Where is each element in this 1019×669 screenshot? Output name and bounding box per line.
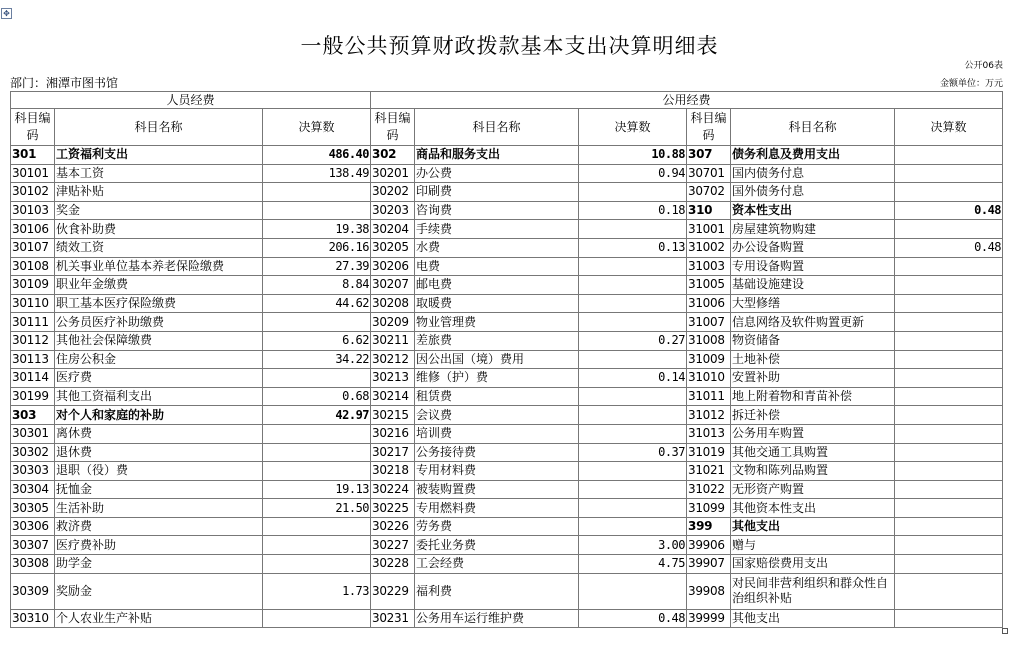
subject-name-cell: 其他资本性支出 [731, 499, 895, 518]
subject-code-cell: 31019 [687, 443, 731, 462]
subject-code-cell: 30113 [11, 350, 55, 369]
subject-code-cell: 30103 [11, 201, 55, 220]
amount-cell [579, 387, 687, 406]
header-amount: 决算数 [263, 109, 371, 146]
amount-cell [895, 499, 1003, 518]
table-row [11, 573, 1003, 609]
subject-code-cell: 30308 [11, 555, 55, 574]
amount-cell: 0.27 [579, 331, 687, 350]
amount-cell [895, 350, 1003, 369]
amount-cell: 21.50 [263, 499, 371, 518]
table-row [11, 424, 1003, 443]
subject-name-cell: 专用设备购置 [731, 257, 895, 276]
subject-code-cell: 303 [11, 406, 55, 425]
amount-cell [263, 201, 371, 220]
subject-name-cell: 被装购置费 [415, 480, 579, 499]
subject-code-cell: 30211 [371, 331, 415, 350]
form-number: 公开06表 [964, 61, 1003, 71]
amount-cell [895, 313, 1003, 332]
table-row [11, 201, 1003, 220]
subject-code-cell: 31006 [687, 294, 731, 313]
column-header-row [11, 109, 1003, 146]
subject-name-cell: 咨询费 [415, 201, 579, 220]
subject-code-cell: 30214 [371, 387, 415, 406]
amount-cell: 0.48 [895, 238, 1003, 257]
table-row [11, 313, 1003, 332]
amount-cell [263, 609, 371, 628]
amount-cell: 19.13 [263, 480, 371, 499]
subject-code-cell: 30303 [11, 462, 55, 481]
subject-code-cell: 30309 [11, 573, 55, 609]
subject-name-cell: 退休费 [55, 443, 263, 462]
subject-code-cell: 31008 [687, 331, 731, 350]
amount-cell [895, 443, 1003, 462]
header-name: 科目名称 [731, 109, 895, 146]
subject-code-cell: 30212 [371, 350, 415, 369]
amount-cell [263, 517, 371, 536]
subject-name-cell: 商品和服务支出 [415, 146, 579, 165]
subject-code-cell: 30110 [11, 294, 55, 313]
subject-code-cell: 31003 [687, 257, 731, 276]
subject-code-cell: 30102 [11, 183, 55, 202]
subject-code-cell: 30702 [687, 183, 731, 202]
table-row [11, 480, 1003, 499]
subject-code-cell: 31002 [687, 238, 731, 257]
subject-code-cell: 30203 [371, 201, 415, 220]
subject-code-cell: 30199 [11, 387, 55, 406]
subject-name-cell: 公务用车运行维护费 [415, 609, 579, 628]
subject-code-cell: 30701 [687, 164, 731, 183]
subject-code-cell: 30111 [11, 313, 55, 332]
subject-name-cell: 维修（护）费 [415, 369, 579, 388]
subject-code-cell: 31010 [687, 369, 731, 388]
subject-name-cell: 印刷费 [415, 183, 579, 202]
subject-name-cell: 其他工资福利支出 [55, 387, 263, 406]
table-row [11, 462, 1003, 481]
amount-cell [579, 462, 687, 481]
subject-name-cell: 其他支出 [731, 609, 895, 628]
amount-cell [895, 480, 1003, 499]
subject-code-cell: 30217 [371, 443, 415, 462]
amount-cell: 0.48 [895, 201, 1003, 220]
subject-name-cell: 差旅费 [415, 331, 579, 350]
table-row [11, 238, 1003, 257]
amount-cell [895, 462, 1003, 481]
subject-name-cell: 绩效工资 [55, 238, 263, 257]
subject-code-cell: 30227 [371, 536, 415, 555]
table-row [11, 276, 1003, 295]
subject-name-cell: 奖金 [55, 201, 263, 220]
subject-code-cell: 399 [687, 517, 731, 536]
subject-name-cell: 培训费 [415, 424, 579, 443]
amount-cell: 206.16 [263, 238, 371, 257]
subject-code-cell: 30302 [11, 443, 55, 462]
subject-code-cell: 31005 [687, 276, 731, 295]
table-row [11, 146, 1003, 165]
subject-name-cell: 职业年金缴费 [55, 276, 263, 295]
subject-code-cell: 30310 [11, 609, 55, 628]
subject-name-cell: 地上附着物和青苗补偿 [731, 387, 895, 406]
amount-cell [263, 313, 371, 332]
subject-code-cell: 302 [371, 146, 415, 165]
amount-cell [263, 369, 371, 388]
amount-cell [895, 164, 1003, 183]
subject-name-cell: 租赁费 [415, 387, 579, 406]
amount-cell: 0.48 [579, 609, 687, 628]
table-row [11, 331, 1003, 350]
subject-name-cell: 大型修缮 [731, 294, 895, 313]
table-row [11, 257, 1003, 276]
amount-cell [895, 220, 1003, 239]
amount-cell: 0.18 [579, 201, 687, 220]
subject-code-cell: 30304 [11, 480, 55, 499]
subject-name-cell: 公务员医疗补助缴费 [55, 313, 263, 332]
subject-code-cell: 31021 [687, 462, 731, 481]
subject-name-cell: 办公费 [415, 164, 579, 183]
subject-name-cell: 对民间非营利组织和群众性自治组织补贴 [731, 573, 895, 609]
subject-name-cell: 机关事业单位基本养老保险缴费 [55, 257, 263, 276]
subject-code-cell: 30218 [371, 462, 415, 481]
amount-cell: 0.68 [263, 387, 371, 406]
subject-name-cell: 工资福利支出 [55, 146, 263, 165]
subject-name-cell: 生活补助 [55, 499, 263, 518]
amount-cell [579, 350, 687, 369]
subject-code-cell: 39999 [687, 609, 731, 628]
amount-cell: 3.00 [579, 536, 687, 555]
expenditure-table [10, 91, 1003, 628]
header-amount: 决算数 [895, 109, 1003, 146]
subject-code-cell: 301 [11, 146, 55, 165]
amount-cell [895, 276, 1003, 295]
subject-name-cell: 邮电费 [415, 276, 579, 295]
amount-cell [895, 294, 1003, 313]
subject-code-cell: 39906 [687, 536, 731, 555]
subject-code-cell: 30208 [371, 294, 415, 313]
subject-name-cell: 安置补助 [731, 369, 895, 388]
group-public: 公用经费 [371, 92, 1003, 109]
amount-cell [579, 517, 687, 536]
amount-cell [263, 183, 371, 202]
table-resize-handle[interactable] [1002, 628, 1008, 634]
amount-cell [263, 555, 371, 574]
amount-cell [579, 294, 687, 313]
table-row [11, 350, 1003, 369]
subject-code-cell: 30307 [11, 536, 55, 555]
table-row [11, 183, 1003, 202]
subject-name-cell: 奖励金 [55, 573, 263, 609]
amount-cell [263, 443, 371, 462]
amount-cell: 19.38 [263, 220, 371, 239]
amount-cell [579, 499, 687, 518]
amount-cell [579, 257, 687, 276]
subject-name-cell: 水费 [415, 238, 579, 257]
subject-name-cell: 房屋建筑物购建 [731, 220, 895, 239]
amount-cell: 0.13 [579, 238, 687, 257]
subject-name-cell: 离休费 [55, 424, 263, 443]
subject-name-cell: 工会经费 [415, 555, 579, 574]
amount-cell [579, 220, 687, 239]
amount-cell [895, 424, 1003, 443]
subject-name-cell: 抚恤金 [55, 480, 263, 499]
subject-code-cell: 30301 [11, 424, 55, 443]
subject-name-cell: 助学金 [55, 555, 263, 574]
subject-code-cell: 31007 [687, 313, 731, 332]
subject-name-cell: 退职（役）费 [55, 462, 263, 481]
amount-cell [895, 517, 1003, 536]
subject-code-cell: 30225 [371, 499, 415, 518]
subject-name-cell: 国家赔偿费用支出 [731, 555, 895, 574]
subject-code-cell: 30101 [11, 164, 55, 183]
subject-name-cell: 医疗费补助 [55, 536, 263, 555]
subject-name-cell: 基础设施建设 [731, 276, 895, 295]
header-code: 科目编码 [687, 109, 731, 146]
amount-cell [579, 406, 687, 425]
group-personnel: 人员经费 [11, 92, 371, 109]
group-header-row [11, 92, 1003, 109]
header-amount: 决算数 [579, 109, 687, 146]
subject-code-cell: 30108 [11, 257, 55, 276]
header-name: 科目名称 [55, 109, 263, 146]
subject-name-cell: 债务利息及费用支出 [731, 146, 895, 165]
amount-cell [895, 369, 1003, 388]
subject-code-cell: 39908 [687, 573, 731, 609]
subject-name-cell: 取暖费 [415, 294, 579, 313]
subject-name-cell: 土地补偿 [731, 350, 895, 369]
amount-cell [895, 406, 1003, 425]
department-label: 部门：湘潭市图书馆 [10, 76, 119, 90]
subject-name-cell: 其他交通工具购置 [731, 443, 895, 462]
amount-cell: 44.62 [263, 294, 371, 313]
amount-cell [895, 387, 1003, 406]
table-row [11, 164, 1003, 183]
subject-code-cell: 31022 [687, 480, 731, 499]
subject-code-cell: 30228 [371, 555, 415, 574]
amount-cell: 6.62 [263, 331, 371, 350]
subject-name-cell: 基本工资 [55, 164, 263, 183]
amount-cell: 4.75 [579, 555, 687, 574]
amount-cell: 0.37 [579, 443, 687, 462]
amount-cell: 8.84 [263, 276, 371, 295]
amount-cell: 0.14 [579, 369, 687, 388]
amount-cell: 486.40 [263, 146, 371, 165]
subject-code-cell: 39907 [687, 555, 731, 574]
amount-cell [895, 609, 1003, 628]
amount-cell [579, 183, 687, 202]
amount-cell [895, 146, 1003, 165]
subject-name-cell: 信息网络及软件购置更新 [731, 313, 895, 332]
table-row [11, 536, 1003, 555]
subject-name-cell: 国外债务付息 [731, 183, 895, 202]
amount-cell [895, 183, 1003, 202]
amount-cell [263, 536, 371, 555]
subject-name-cell: 对个人和家庭的补助 [55, 406, 263, 425]
amount-cell: 27.39 [263, 257, 371, 276]
amount-cell [579, 313, 687, 332]
amount-cell: 0.94 [579, 164, 687, 183]
subject-name-cell: 手续费 [415, 220, 579, 239]
subject-name-cell: 因公出国（境）费用 [415, 350, 579, 369]
subject-name-cell: 职工基本医疗保险缴费 [55, 294, 263, 313]
amount-cell [263, 424, 371, 443]
subject-code-cell: 31099 [687, 499, 731, 518]
amount-cell: 34.22 [263, 350, 371, 369]
amount-cell: 138.49 [263, 164, 371, 183]
subject-name-cell: 赠与 [731, 536, 895, 555]
subject-code-cell: 30215 [371, 406, 415, 425]
subject-name-cell: 住房公积金 [55, 350, 263, 369]
subject-name-cell: 拆迁补偿 [731, 406, 895, 425]
subject-code-cell: 30224 [371, 480, 415, 499]
amount-cell [579, 276, 687, 295]
subject-code-cell: 31009 [687, 350, 731, 369]
subject-code-cell: 30107 [11, 238, 55, 257]
subject-name-cell: 劳务费 [415, 517, 579, 536]
subject-code-cell: 30206 [371, 257, 415, 276]
header-code: 科目编码 [371, 109, 415, 146]
subject-name-cell: 公务接待费 [415, 443, 579, 462]
subject-name-cell: 办公设备购置 [731, 238, 895, 257]
subject-code-cell: 30205 [371, 238, 415, 257]
amount-cell [579, 424, 687, 443]
subject-code-cell: 30231 [371, 609, 415, 628]
table-row [11, 369, 1003, 388]
amount-cell [263, 462, 371, 481]
amount-cell [895, 257, 1003, 276]
amount-cell: 10.88 [579, 146, 687, 165]
subject-name-cell: 委托业务费 [415, 536, 579, 555]
table-row [11, 517, 1003, 536]
table-row [11, 406, 1003, 425]
subject-name-cell: 资本性支出 [731, 201, 895, 220]
subject-code-cell: 31011 [687, 387, 731, 406]
amount-unit: 金额单位：万元 [939, 79, 1003, 89]
subject-code-cell: 31012 [687, 406, 731, 425]
subject-code-cell: 310 [687, 201, 731, 220]
table-row [11, 387, 1003, 406]
table-move-handle[interactable]: ✥ [1, 8, 12, 19]
amount-cell [895, 331, 1003, 350]
table-row [11, 443, 1003, 462]
subject-code-cell: 31013 [687, 424, 731, 443]
subject-code-cell: 30213 [371, 369, 415, 388]
subject-code-cell: 30204 [371, 220, 415, 239]
subject-name-cell: 专用燃料费 [415, 499, 579, 518]
subject-code-cell: 307 [687, 146, 731, 165]
subject-name-cell: 福利费 [415, 573, 579, 609]
subject-name-cell: 救济费 [55, 517, 263, 536]
subject-code-cell: 30114 [11, 369, 55, 388]
amount-cell [895, 536, 1003, 555]
subject-name-cell: 津贴补贴 [55, 183, 263, 202]
table-row [11, 220, 1003, 239]
table-row [11, 555, 1003, 574]
subject-code-cell: 30226 [371, 517, 415, 536]
subject-name-cell: 会议费 [415, 406, 579, 425]
subject-code-cell: 30201 [371, 164, 415, 183]
table-row [11, 294, 1003, 313]
amount-cell [895, 555, 1003, 574]
subject-code-cell: 30306 [11, 517, 55, 536]
table-row [11, 609, 1003, 628]
subject-code-cell: 30209 [371, 313, 415, 332]
subject-name-cell: 物资储备 [731, 331, 895, 350]
header-code: 科目编码 [11, 109, 55, 146]
amount-cell [579, 480, 687, 499]
subject-name-cell: 个人农业生产补贴 [55, 609, 263, 628]
subject-code-cell: 30112 [11, 331, 55, 350]
table-row [11, 499, 1003, 518]
subject-name-cell: 其他支出 [731, 517, 895, 536]
header-name: 科目名称 [415, 109, 579, 146]
subject-name-cell: 其他社会保障缴费 [55, 331, 263, 350]
subject-code-cell: 30109 [11, 276, 55, 295]
subject-code-cell: 30202 [371, 183, 415, 202]
subject-name-cell: 公务用车购置 [731, 424, 895, 443]
subject-name-cell: 伙食补助费 [55, 220, 263, 239]
amount-cell [579, 573, 687, 609]
subject-name-cell: 专用材料费 [415, 462, 579, 481]
amount-cell: 1.73 [263, 573, 371, 609]
subject-name-cell: 国内债务付息 [731, 164, 895, 183]
page-title: 一般公共预算财政拨款基本支出决算明细表 [300, 34, 719, 58]
amount-cell [895, 573, 1003, 609]
subject-name-cell: 文物和陈列品购置 [731, 462, 895, 481]
subject-name-cell: 无形资产购置 [731, 480, 895, 499]
subject-name-cell: 医疗费 [55, 369, 263, 388]
subject-name-cell: 物业管理费 [415, 313, 579, 332]
subject-code-cell: 30229 [371, 573, 415, 609]
amount-cell: 42.97 [263, 406, 371, 425]
subject-code-cell: 30207 [371, 276, 415, 295]
subject-code-cell: 31001 [687, 220, 731, 239]
subject-name-cell: 电费 [415, 257, 579, 276]
subject-code-cell: 30305 [11, 499, 55, 518]
subject-code-cell: 30106 [11, 220, 55, 239]
subject-code-cell: 30216 [371, 424, 415, 443]
